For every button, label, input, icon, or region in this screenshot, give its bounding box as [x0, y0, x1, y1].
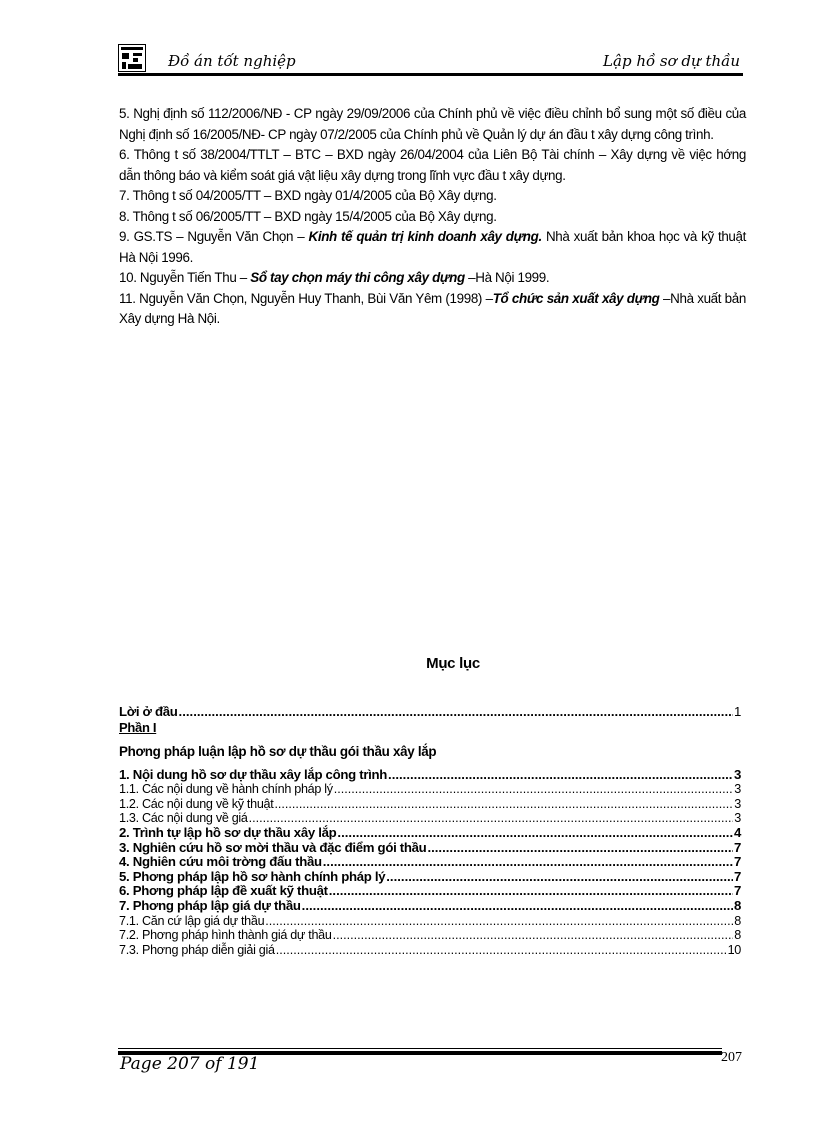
toc-entry-label: 5. Phơng pháp lập hồ sơ hành chính pháp lý — [119, 868, 386, 884]
toc-entry-label: 2. Trình tự lập hồ sơ dự thầu xây lắp — [119, 824, 337, 840]
toc-row — [119, 928, 741, 943]
toc-entry-label: 7.3. Phơng pháp diễn giải giá — [119, 942, 275, 957]
toc-entry-label: 3. Nghiên cứu hồ sơ mời thầu và đặc điểm gói thầu — [119, 839, 427, 855]
toc-leader — [337, 826, 733, 841]
toc-entry-page: 4 — [733, 824, 741, 840]
toc-row — [119, 914, 741, 929]
header-title-left: Đồ án tốt nghiệp — [168, 52, 296, 70]
toc-row — [119, 797, 741, 812]
header-rule — [118, 73, 743, 76]
toc-entry-label: 1. Nội dung hồ sơ dự thầu xây lắp công trình — [119, 766, 388, 782]
reference-book-title: Sổ tay chọn máy thi công xây dựng — [250, 270, 465, 285]
reference-text: –Hà Nội 1999. — [464, 270, 550, 285]
reference-item — [119, 186, 746, 207]
toc-row — [119, 811, 741, 826]
toc-entry-page: 8 — [734, 913, 741, 928]
toc-leader — [333, 928, 734, 943]
reference-text: 9. GS.TS – Nguyễn Văn Chọn – — [119, 229, 309, 244]
toc-entry-label: 7.2. Phơng pháp hình thành giá dự thầu — [119, 928, 332, 943]
reference-item — [119, 227, 746, 268]
toc-row — [119, 855, 741, 870]
toc-leader — [323, 855, 733, 870]
toc-entry-label: 7. Phơng pháp lập giá dự thầu — [119, 897, 301, 913]
toc-leader — [249, 811, 734, 826]
toc-entry-label: 7.1. Căn cứ lập giá dự thầu — [119, 913, 265, 928]
toc-row — [119, 884, 741, 899]
footer-page-label: Page 207 of 191 — [120, 1054, 260, 1074]
toc-entry-page: 3 — [734, 796, 741, 811]
toc-leader — [179, 705, 733, 720]
reference-text: Nhà xuất bản khoa học và kỹ thuật Hà Nội 1996. — [119, 229, 746, 265]
toc-row — [119, 899, 741, 914]
toc-entry-page: 3 — [733, 766, 741, 782]
toc-entry-page: 7 — [733, 868, 741, 884]
reference-item — [119, 289, 746, 330]
reference-item — [119, 104, 746, 145]
toc-part-label: Phần I — [119, 719, 157, 735]
reference-text: –Nhà xuất bản Xây dựng Hà Nội. — [119, 290, 746, 326]
footer-page-number: 207 — [721, 1050, 742, 1065]
reference-item — [119, 207, 746, 228]
school-crest-icon — [118, 44, 146, 72]
reference-text: 6. Thông t số 38/2004/TTLT – BTC – BXD ngày 26/04/2004 của Liên Bộ Tài chính – Xây dựng về việc hớng dẫn thông báo và kiểm soát giá vật liệu xây dựng trong lĩnh vực đầu t xây dựng. — [119, 147, 746, 183]
toc-entry-label: 1.3. Các nội dung về giá — [119, 811, 248, 826]
toc-leader — [274, 797, 733, 812]
toc-entry-label: 1.2. Các nội dung về kỹ thuật — [119, 796, 274, 811]
toc-title: Mục lục — [426, 655, 480, 672]
toc-entry-page: 8 — [734, 928, 741, 943]
toc-intro-label: Lời ở đầu — [119, 704, 178, 719]
toc-intro-page: 1 — [733, 704, 741, 719]
toc-row — [119, 826, 741, 841]
reference-text: 10. Nguyễn Tiến Thu – — [119, 270, 251, 285]
table-of-contents — [119, 705, 741, 957]
reference-item — [119, 268, 746, 289]
toc-leader — [427, 841, 733, 856]
reference-text: 11. Nguyễn Văn Chọn, Nguyễn Huy Thanh, Bùi Văn Yêm (1998) – — [119, 290, 493, 306]
reference-book-title: Tổ chức sản xuất xây dựng — [492, 290, 660, 306]
toc-leader — [302, 899, 733, 914]
toc-entry-label: 6. Phơng pháp lập đề xuất kỹ thuật — [119, 883, 328, 899]
footer-rule-thin — [118, 1048, 722, 1049]
toc-entry-page: 10 — [727, 942, 741, 957]
toc-entry-label: 4. Nghiên cứu môi trờng đấu thầu — [119, 854, 322, 870]
reference-item — [119, 145, 746, 186]
reference-text: 5. Nghị định số 112/2006/NĐ - CP ngày 29/09/2006 của Chính phủ về việc điều chỉnh bổ sung một số điều của Nghị định số 16/2005/NĐ- CP ngày 07/2/2005 của Chính phủ về Quản lý dự án đầu t xây dựng công trình. — [119, 106, 746, 142]
toc-entry-page: 3 — [734, 782, 741, 797]
toc-leader — [334, 782, 734, 797]
toc-row — [119, 870, 741, 885]
reference-text: 7. Thông t số 04/2005/TT – BXD ngày 01/4/2005 của Bộ Xây dựng. — [119, 188, 497, 203]
header-title-right: Lập hồ sơ dự thầu — [603, 52, 740, 70]
reference-list — [119, 104, 746, 330]
toc-entry-page: 7 — [733, 839, 741, 855]
toc-leader — [265, 914, 733, 929]
toc-leader — [276, 943, 727, 958]
toc-entries — [119, 768, 741, 958]
toc-entry-label: 1.1. Các nội dung về hành chính pháp lý — [119, 782, 333, 797]
toc-leader — [386, 870, 733, 885]
toc-row — [119, 943, 741, 958]
toc-entry-page: 7 — [733, 883, 741, 899]
toc-intro-row — [119, 705, 741, 720]
reference-text: 8. Thông t số 06/2005/TT – BXD ngày 15/4/2005 của Bộ Xây dựng. — [119, 208, 497, 224]
toc-entry-page: 3 — [734, 811, 741, 826]
toc-entry-page: 8 — [733, 897, 741, 913]
toc-row — [119, 841, 741, 856]
toc-leader — [388, 768, 733, 783]
toc-leader — [329, 884, 733, 899]
toc-part-title: Phơng pháp luận lập hồ sơ dự thầu gói thầu xây lắp — [119, 743, 437, 759]
toc-entry-page: 7 — [733, 854, 741, 870]
toc-row — [119, 768, 741, 783]
toc-row — [119, 782, 741, 797]
reference-book-title: Kinh tế quản trị kinh doanh xây dựng. — [308, 229, 542, 244]
